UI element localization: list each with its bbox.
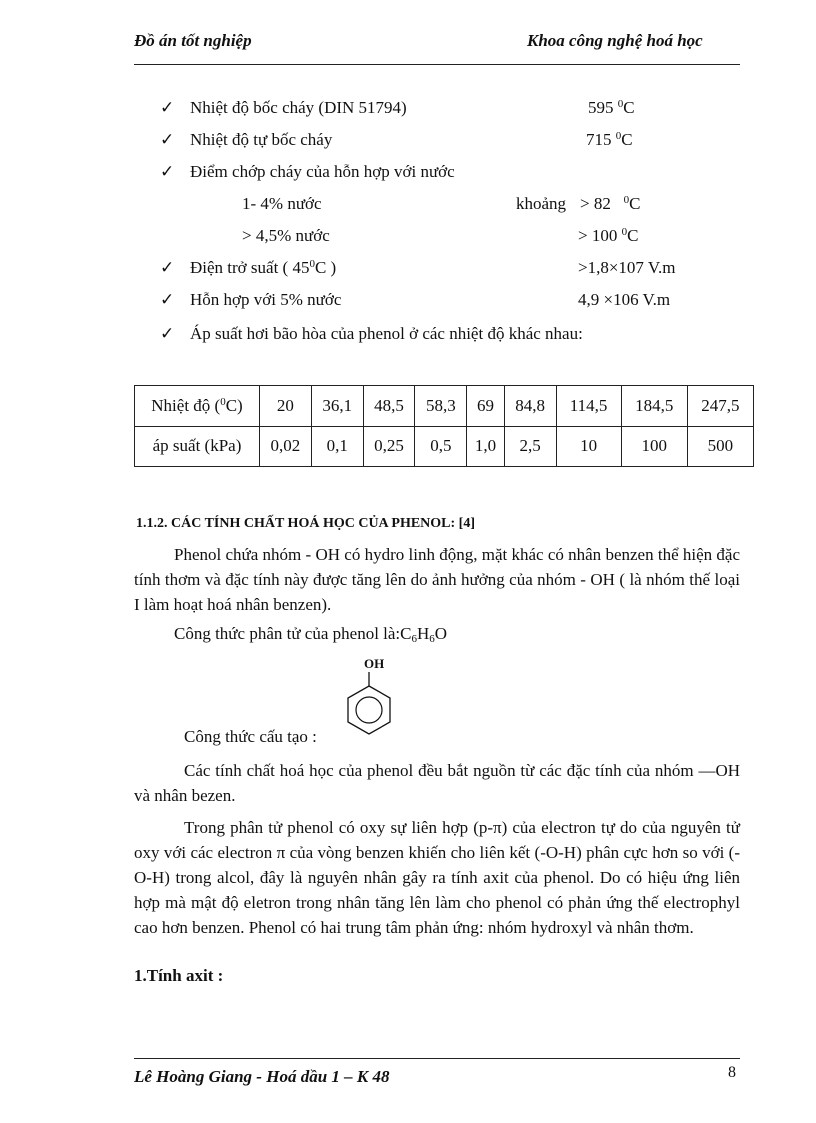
table-cell: 114,5 [556, 386, 621, 427]
property-subitem [0, 194, 816, 216]
row-header-pressure: áp suất (kPa) [135, 426, 260, 467]
paragraph: Trong phân tử phenol có oxy sự liên hợp (p-π) của electron tự do của nguyên tử oxy với các electron π của vòng benzen khiến cho liên kết (-O-H) phân cực hơn so với (-O-H) trong alcol, đây là nguyên nhân gây ra tính axit của phenol. Do có hiệu ứng liên hợp mà mật độ eletron trong nhân tăng lên làm cho phenol có phản ứng thế electrophyl cao hơn benzen. Phenol có hai trung tâm phản ứng: nhóm hydroxyl và nhân thơm. [134, 818, 740, 937]
property-label: Nhiệt độ bốc cháy (DIN 51794) [190, 98, 407, 117]
table-cell: 10 [556, 426, 621, 467]
property-item [0, 98, 816, 120]
property-label: Điểm chớp cháy của hỗn hợp với nước [190, 162, 455, 181]
structure-label: Công thức cấu tạo : [184, 727, 317, 746]
property-item [0, 130, 816, 152]
header-left: Đồ án tốt nghiệp [134, 31, 252, 50]
subheading: 1.Tính axit : [134, 966, 224, 985]
molecular-formula: Công thức phân tử của phenol $là:C_6H_6O$ [174, 624, 448, 645]
table-cell: 0,1 [311, 426, 363, 467]
table-cell: 58,3 [415, 386, 467, 427]
check-icon: ✓ [160, 98, 175, 117]
property-subitem [0, 226, 816, 248]
row-header-temperature: Nhiệt độ ($^0$C) [135, 386, 260, 427]
footer-rule [134, 1058, 740, 1059]
property-value: 715 $^0$C [586, 130, 633, 149]
property-value: 4,9 ×106 V.m [578, 290, 671, 309]
benzene-ring-icon [345, 672, 393, 742]
property-label: > 4,5% nước [242, 226, 330, 245]
property-value: >1,8×107 V.m [578, 258, 676, 277]
header-right: Khoa công nghệ hoá học [527, 31, 703, 50]
table-cell: 500 [687, 426, 753, 467]
table-cell: 0,5 [415, 426, 467, 467]
property-label: Điện trở suất ( $45^0C$ ) [190, 258, 337, 277]
property-label: Nhiệt độ tự bốc cháy [190, 130, 333, 149]
paragraph: Các tính chất hoá học của phenol đều bắt nguồn từ các đặc tính của nhóm —OH và nhân bezen. [134, 761, 740, 805]
table-cell: 184,5 [621, 386, 687, 427]
property-item [0, 290, 816, 312]
check-icon: ✓ [160, 162, 175, 181]
property-label: Hỗn hợp với 5% nước [190, 290, 342, 309]
table-cell: 48,5 [363, 386, 415, 427]
property-item [0, 258, 816, 280]
property-label: 1- 4% nước [242, 194, 322, 213]
table-cell: 2,5 [504, 426, 556, 467]
table-cell: 20 [260, 386, 312, 427]
check-icon: ✓ [160, 258, 175, 277]
table-cell: 0,25 [363, 426, 415, 467]
property-value: > 82 $^0$C [580, 194, 641, 213]
table-row [135, 426, 754, 467]
table-cell: 0,02 [260, 426, 312, 467]
property-value: 595 $^0$C [588, 98, 635, 117]
property-label: Áp suất hơi bão hòa của phenol ở các nhiệt độ khác nhau: [190, 324, 583, 343]
check-icon: ✓ [160, 324, 175, 343]
oh-label: OH [364, 656, 385, 671]
property-value: > 100 $^0$C [578, 226, 639, 245]
table-cell: 84,8 [504, 386, 556, 427]
vapor-pressure-table [134, 385, 754, 467]
table-cell: 69 [467, 386, 504, 427]
section-heading: 1.1.2. CÁC TÍNH CHẤT HOÁ HỌC CỦA PHENOL: [4] [136, 516, 476, 531]
footer-author: Lê Hoàng Giang - Hoá dầu 1 – K 48 [134, 1067, 390, 1086]
property-prefix: khoảng [516, 194, 567, 213]
table-cell: 100 [621, 426, 687, 467]
table-cell: 36,1 [311, 386, 363, 427]
table-cell: 1,0 [467, 426, 504, 467]
paragraph: Phenol chứa nhóm - OH có hydro linh động, mặt khác có nhân benzen thể hiện đặc tính thơm và đặc tính này được tăng lên do ảnh hưởng của nhóm - OH ( là nhóm thế loại I làm hoạt hoá nhân benzen). [134, 545, 740, 614]
property-item [0, 324, 816, 346]
page-number: 8 [728, 1064, 736, 1081]
check-icon: ✓ [160, 130, 175, 149]
property-item [0, 162, 816, 184]
header-rule [134, 64, 740, 65]
table-cell: 247,5 [687, 386, 753, 427]
table-row [135, 386, 754, 427]
check-icon: ✓ [160, 290, 175, 309]
